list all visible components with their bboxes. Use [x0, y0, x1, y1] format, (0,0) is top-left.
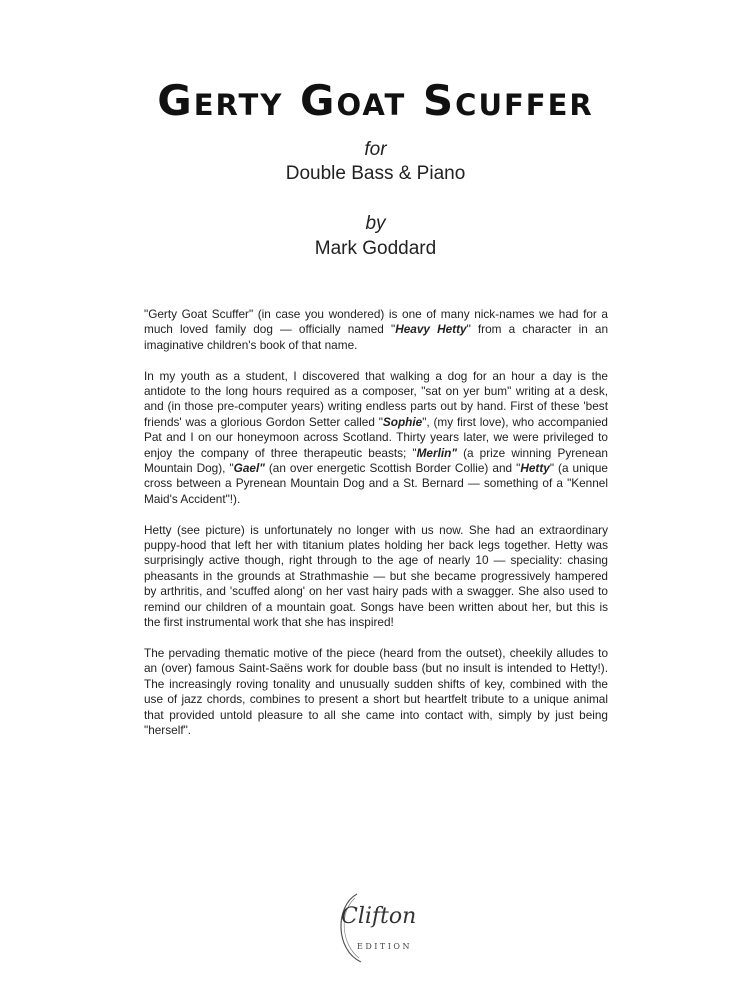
composer-name: Mark Goddard — [314, 238, 437, 259]
emphasis-sophie: Sophie — [382, 414, 423, 429]
emphasis-hetty: Hetty — [520, 461, 550, 476]
instrumentation: Double Bass & Piano — [285, 163, 466, 184]
paragraph-1: "Gerty Goat Scuffer" (in case you wondered) is one of many nick-names we had for a much loved family dog — officially named "Heavy Hetty" from a character in an imaginative children's book of that name. — [144, 307, 608, 352]
paragraph-4: The pervading thematic motive of the piece (heard from the outset), cheekily alludes to an (over) famous Saint-Saëns work for double bass (but no insult is intended to Hetty!). The increasingly roving tonality and unusually sudden shifts of key, combined with the use of jazz chords, combines to present a short but heartfelt tribute to a unique animal that provided untold pleasure to all she came into contact with, simply by just being "herself". — [144, 645, 608, 737]
logo-edition: EDITION — [357, 942, 412, 951]
page-title: Gerty Goat Scuffer — [157, 76, 594, 125]
for-label: for — [364, 139, 387, 160]
emphasis-gael: Gael" — [233, 461, 265, 476]
emphasis-merlin: Merlin" — [416, 445, 457, 460]
publisher-logo — [331, 888, 431, 968]
preface-text — [144, 307, 608, 754]
paragraph-3: Hetty (see picture) is unfortunately no longer with us now. She had an extraordinary puppy-hood that left her with titanium plates holding her back legs together. Hetty was surprisingly active though, right through to the age of nearly 10 — speciality: chasing pheasants in the grounds at Strathmashie — but she became progressively hampered by arthritis, and 'scuffed along' on her vast hairy pads with a swagger. She also used to remind our children of a mountain goat. Songs have been written about her, but this is the first instrumental work that she has inspired! — [144, 522, 608, 630]
emphasis-heavy-hetty: Heavy Hetty — [395, 322, 467, 337]
paragraph-2: In my youth as a student, I discovered that walking a dog for an hour a day is the antidote to the long hours required as a composer, "sat on yer bum" writing at a desk, and (in those pre-computer years) writing endless parts out by hand. First of these 'best friends' was a glorious Gordon Setter called "Sophie", (my first love), who accompanied Pat and I on our honeymoon across Scotland. Thirty years later, we were privileged to enjoy the company of three therapeutic beasts; "Merlin" (a prize winning Pyrenean Mountain Dog), "Gael" (an over energetic Scottish Border Collie) and "Hetty" (a unique cross between a Pyrenean Mountain Dog and a St. Bernard — something of a "Kennel Maid's Accident"!). — [144, 368, 608, 506]
by-label: by — [365, 213, 386, 234]
logo-script: Clifton — [341, 904, 417, 929]
